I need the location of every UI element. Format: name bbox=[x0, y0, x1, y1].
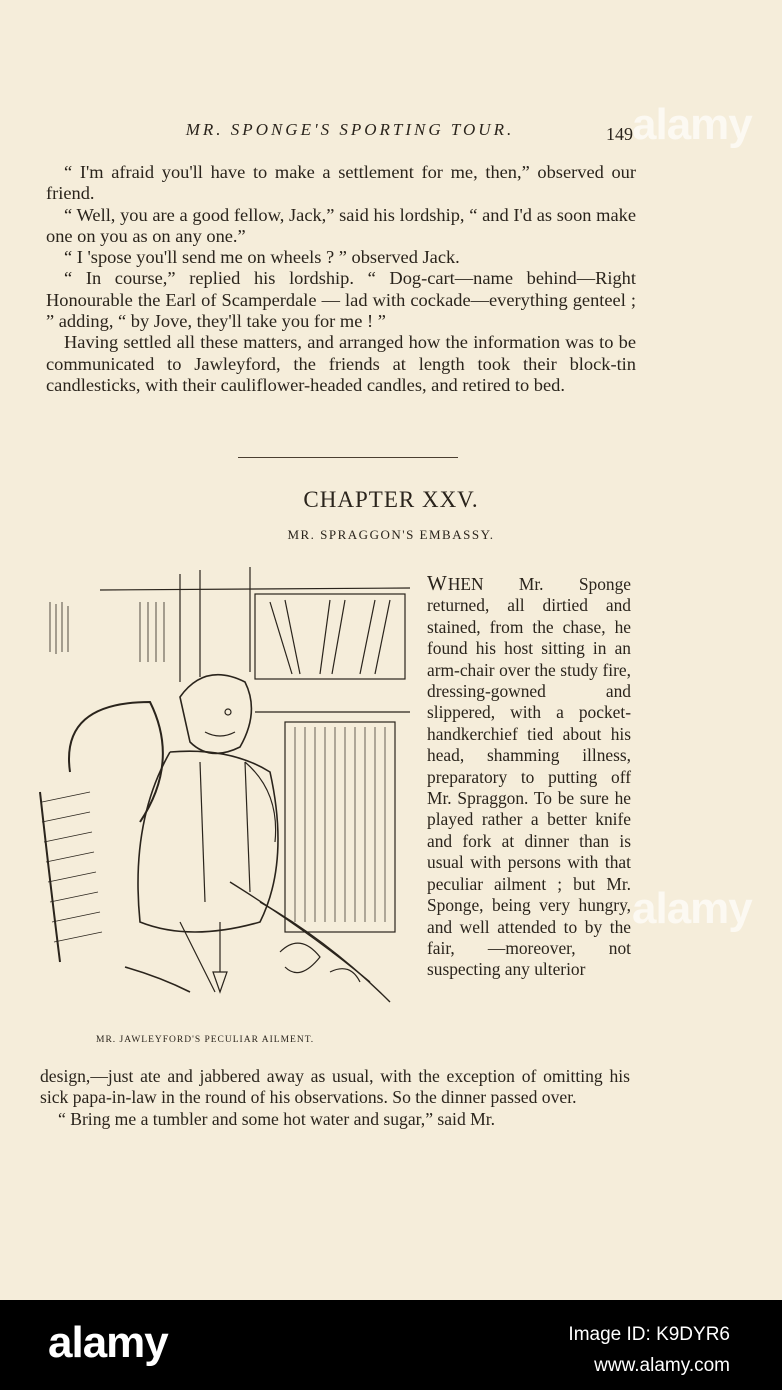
paragraph: design,—just ate and jabbered away as usual, with the exception of omitting his sick papa-in-law in the round of his observations. So the dinner passed over. bbox=[40, 1066, 630, 1108]
watermark: alamy bbox=[632, 100, 752, 149]
paragraph: “ I'm afraid you'll have to make a settlement for me, then,” observed our friend. bbox=[46, 162, 636, 204]
section-divider bbox=[238, 457, 458, 458]
brand-logo: alamy bbox=[48, 1318, 168, 1367]
stock-footer bbox=[0, 1300, 782, 1390]
paragraph: “ Bring me a tumbler and some hot water and sugar,” said Mr. bbox=[58, 1108, 496, 1129]
paragraph: “ I 'spose you'll send me on wheels ? ” observed Jack. bbox=[64, 247, 460, 268]
image-id: Image ID: K9DYR6 bbox=[568, 1324, 730, 1345]
running-head: MR. SPONGE'S SPORTING TOUR. bbox=[185, 120, 515, 139]
site-url[interactable]: www.alamy.com bbox=[594, 1355, 730, 1376]
engraving-illustration bbox=[30, 562, 420, 1027]
top-text bbox=[46, 162, 636, 396]
watermark: alamy bbox=[632, 884, 752, 933]
paragraph: “ Well, you are a good fellow, Jack,” said his lordship, “ and I'd as soon make one on you as on any one.” bbox=[46, 204, 636, 246]
drop-cap: W bbox=[427, 571, 448, 595]
chapter-title: CHAPTER XXV. bbox=[303, 487, 479, 512]
bottom-text bbox=[40, 1066, 630, 1130]
paragraph: Having settled all these matters, and arranged how the information was to be communicated to Jawleyford, the friends at length took their block-tin candlesticks, with their cauliflower-headed candles, and retired to bed. bbox=[46, 332, 636, 395]
page-number: 149 bbox=[606, 124, 633, 144]
wrapped-paragraph: HEN Mr. Sponge returned, all dirtied and stained, from the chase, he found his host sitting in an arm-chair over the study fire, dressing-gowned and slippered, with a pocket-handkerchief tied about his head, shamming illness, preparatory to putting off Mr. Spraggon. To be sure he played rather a better knife and fork at dinner than is usual with persons with that peculiar ailment ; but Mr. Sponge, being very hungry, and well attended to by the fair, —moreover, not suspecting any ulterior bbox=[427, 574, 631, 980]
wrapped-text bbox=[427, 573, 631, 981]
chapter-subtitle: MR. SPRAGGON'S EMBASSY. bbox=[287, 527, 495, 542]
paragraph: “ In course,” replied his lordship. “ Dog-cart—name behind—Right Honourable the Earl of Scamperdale — lad with cockade—everything genteel ; ” adding, “ by Jove, they'll take you for me ! ” bbox=[46, 268, 636, 332]
illustration-caption: MR. JAWLEYFORD'S PECULIAR AILMENT. bbox=[96, 1035, 315, 1045]
